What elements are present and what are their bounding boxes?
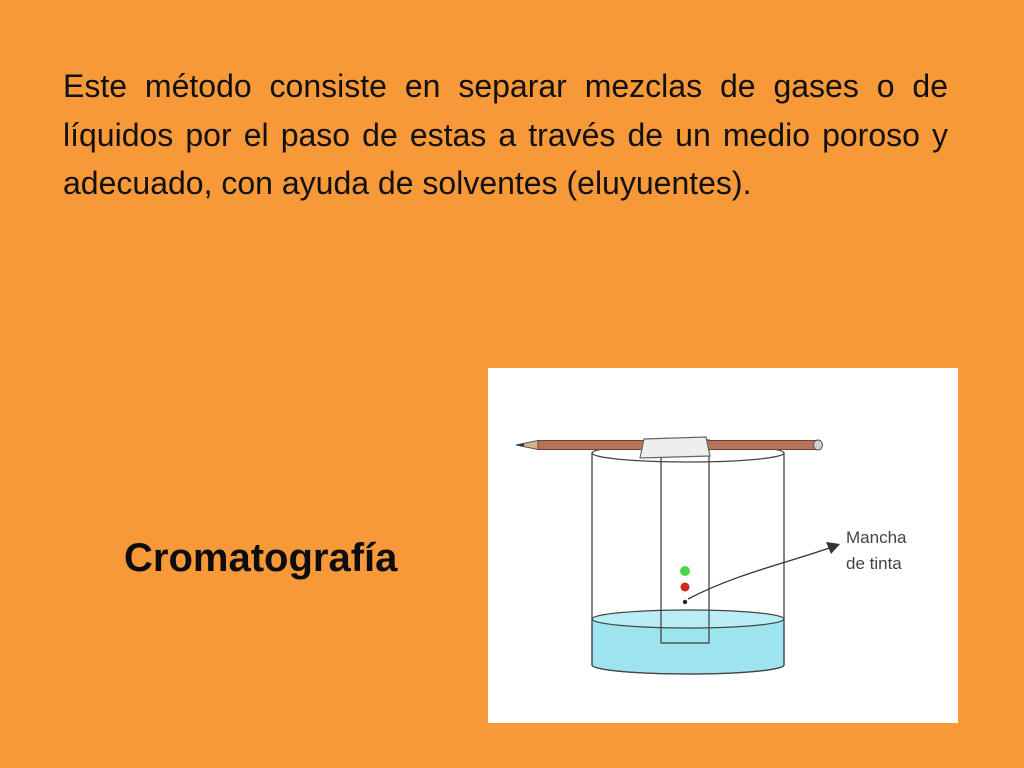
- ink-spot-label-line1: Mancha: [846, 528, 907, 547]
- ink-spot-label-line2: de tinta: [846, 554, 902, 573]
- label-arrow: [688, 545, 838, 599]
- solvent-surface: [592, 610, 784, 628]
- ink-spot: [683, 600, 687, 604]
- green-spot: [680, 566, 690, 576]
- red-spot: [681, 583, 690, 592]
- description-text: Este método consiste en separar mezclas de gases o de líquidos por el paso de estas a través de un medio poroso y adecuado, con ayuda de solventes (eluyuentes).: [63, 68, 948, 201]
- chromatography-diagram: [488, 368, 958, 723]
- paper-fold: [640, 437, 710, 458]
- slide-title: Cromatografía: [124, 536, 398, 580]
